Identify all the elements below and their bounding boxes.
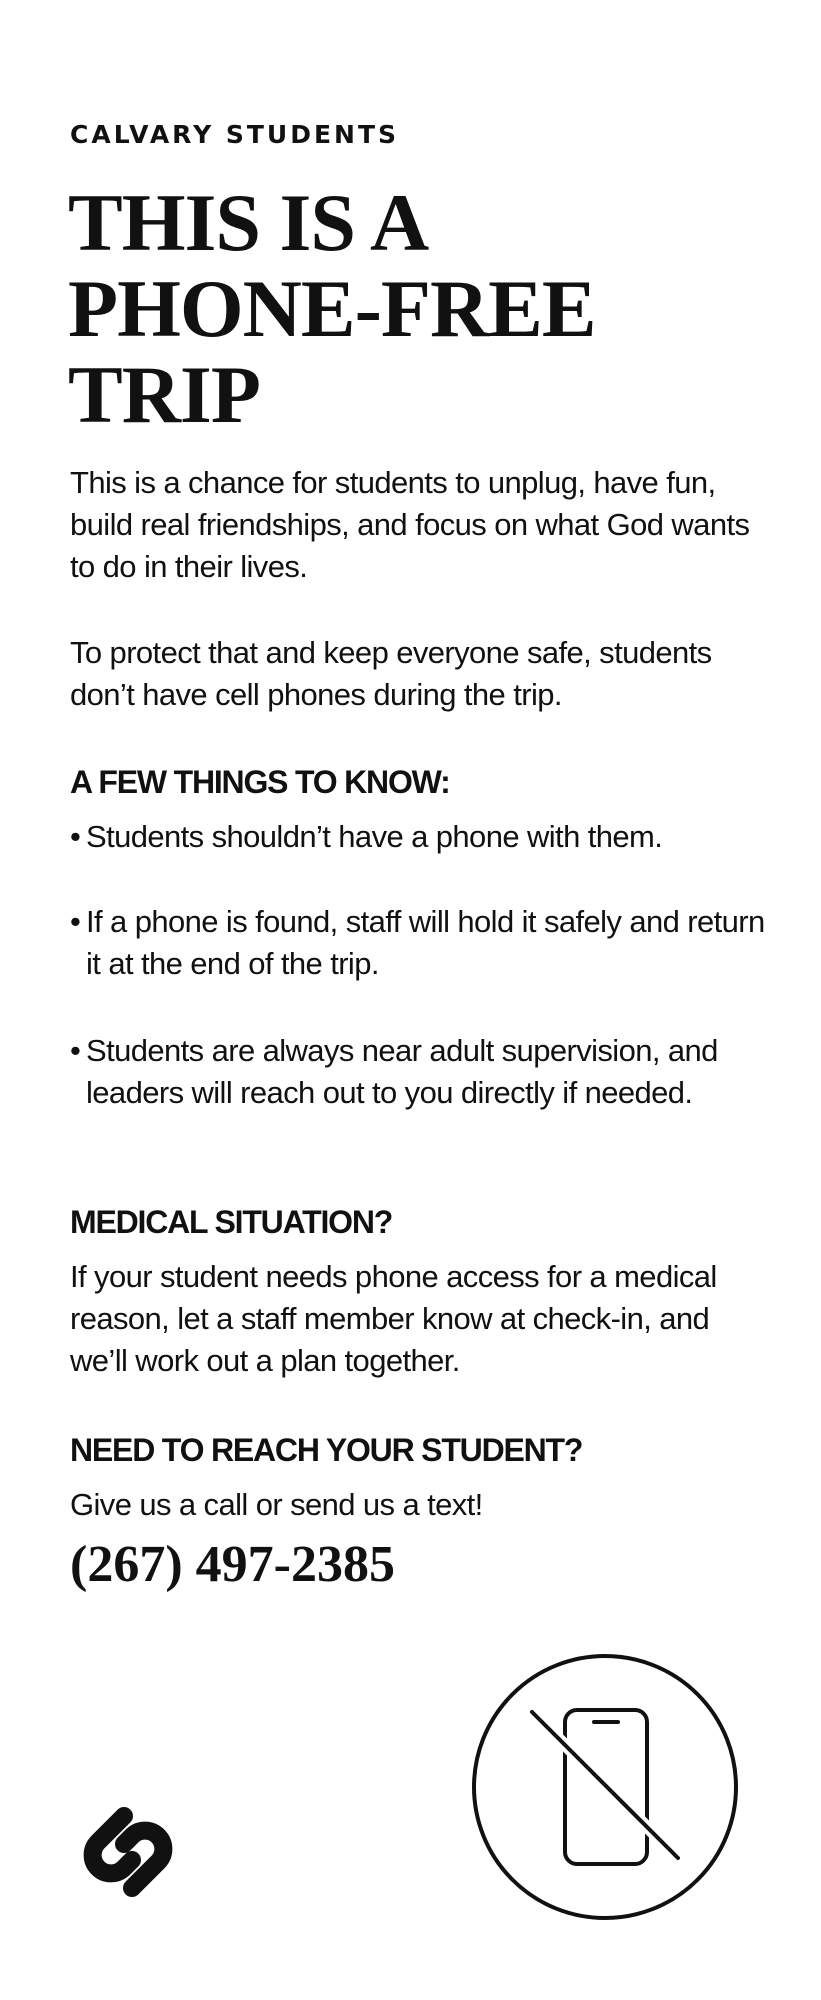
medical-heading: MEDICAL SITUATION? (70, 1204, 393, 1240)
medical-paragraph: If your student needs phone access for a medical reason, let a staff member know at check-in, and we’ll work out a plan together. (70, 1259, 717, 1378)
contact-paragraph: Give us a call or send us a text! (70, 1487, 483, 1522)
no-phone-icon (470, 1652, 740, 1922)
organization-name: CALVARY STUDENTS (70, 120, 400, 149)
list-item (70, 901, 786, 985)
list-item (70, 1030, 786, 1114)
phone-number[interactable]: (267) 497-2385 (70, 1536, 395, 1593)
intro-paragraph: This is a chance for students to unplug, have fun, build real friendships, and focus on what God wants to do in their lives. (70, 465, 750, 584)
list-item-text: If a phone is found, staff will hold it safely and return it at the end of the trip. (86, 904, 765, 981)
safety-paragraph: To protect that and keep everyone safe, students don’t have cell phones during the trip. (70, 635, 712, 712)
calvary-logo-icon (66, 1790, 190, 1914)
page-title (68, 177, 788, 440)
contact-heading: NEED TO REACH YOUR STUDENT? (70, 1432, 583, 1468)
title-line-1: THIS IS A (68, 177, 429, 268)
list-item-text: Students are always near adult supervision, and leaders will reach out to you directly if needed. (86, 1033, 718, 1110)
things-to-know-heading: A FEW THINGS TO KNOW: (70, 764, 450, 800)
title-line-2: PHONE-FREE (68, 263, 596, 354)
bullet-icon: • (70, 819, 81, 854)
bullet-icon: • (70, 1033, 81, 1068)
list-item (70, 816, 786, 858)
title-line-3: TRIP (68, 349, 260, 440)
list-item-text: Students shouldn’t have a phone with them. (86, 819, 663, 854)
bullet-icon: • (70, 904, 81, 939)
